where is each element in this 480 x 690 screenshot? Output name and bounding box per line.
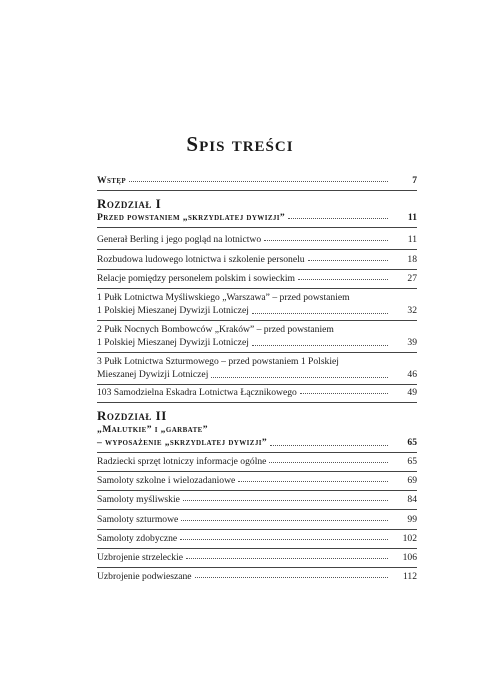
toc-entry-page: 18 — [407, 254, 417, 265]
toc-entry-label: Uzbrojenie podwieszane — [97, 571, 192, 582]
chapter-subtitle-text: Przed powstaniem „skrzydlatej dywizji” — [97, 212, 286, 223]
leader-dots — [269, 462, 388, 463]
leader-dots — [238, 481, 388, 482]
toc-entry[interactable] — [97, 474, 417, 487]
leader-dots — [298, 279, 388, 280]
toc-title: Spis treści — [186, 132, 294, 156]
leader-dots — [300, 393, 388, 394]
separator-rule — [97, 352, 417, 353]
separator-rule — [97, 548, 417, 549]
separator-rule — [97, 320, 417, 321]
toc-entry-page: 27 — [407, 273, 417, 284]
chapter-subtitle-line1: „Małutkie” i „garbate” — [97, 424, 208, 435]
separator-rule — [97, 509, 417, 510]
toc-entry-label: Generał Berling i jego pogląd na lotnictwo — [97, 234, 262, 245]
leader-dots — [252, 345, 388, 346]
leader-dots — [308, 260, 388, 261]
toc-entry-label: Samoloty szturmowe — [97, 514, 179, 525]
toc-entry-label-line1: 1 Pułk Lotnictwa Myśliwskiego „Warszawa” – przed powstaniem — [97, 292, 350, 303]
toc-entry-label: Samoloty szkolne i wielozadaniowe — [97, 475, 236, 486]
toc-entry[interactable] — [97, 493, 417, 506]
leader-dots — [211, 377, 388, 378]
toc-entry[interactable] — [97, 532, 417, 545]
chapter-subtitle[interactable] — [97, 211, 417, 224]
toc-entry-page: 65 — [407, 456, 417, 467]
leader-dots — [180, 539, 388, 540]
separator-rule — [97, 190, 417, 191]
toc-entry-page: 69 — [407, 475, 417, 486]
toc-entry-label: Wstęp — [97, 175, 127, 186]
toc-entry[interactable] — [97, 253, 417, 266]
leader-dots — [252, 313, 388, 314]
toc-entry-page: 49 — [407, 387, 417, 398]
leader-dots — [270, 445, 388, 446]
leader-dots — [183, 500, 388, 501]
toc-entry-page: 11 — [407, 212, 417, 223]
toc-entry-label: Radziecki sprzęt lotniczy informacje ogólne — [97, 456, 267, 467]
toc-entry[interactable] — [97, 570, 417, 583]
chapter-subtitle[interactable] — [97, 423, 417, 449]
toc-entry-page: 65 — [407, 437, 417, 448]
toc-entry[interactable] — [97, 355, 417, 381]
toc-entry-page: 32 — [407, 305, 417, 316]
separator-rule — [97, 490, 417, 491]
separator-rule — [97, 288, 417, 289]
toc-entry-label: Rozbudowa ludowego lotnictwa i szkolenie personelu — [97, 254, 305, 265]
separator-rule — [97, 452, 417, 453]
separator-rule — [97, 471, 417, 472]
chapter-heading: Rozdział II — [97, 408, 167, 423]
toc-entry-label: Samoloty myśliwskie — [97, 494, 180, 505]
separator-rule — [97, 402, 417, 403]
toc-entry[interactable] — [97, 291, 417, 317]
leader-dots — [288, 218, 388, 219]
toc-entry-label-line2: 1 Polskiej Mieszanej Dywizji Lotniczej — [97, 305, 249, 316]
toc-entry-page: 11 — [407, 234, 417, 245]
toc-entry-page: 102 — [402, 533, 417, 544]
separator-rule — [97, 567, 417, 568]
toc-entry-page: 112 — [402, 571, 417, 582]
toc-entry-label: Relacje pomiędzy personelem polskim i sowieckim — [97, 273, 295, 284]
leader-dots — [129, 181, 388, 182]
chapter-subtitle-line2: – wyposażenie „skrzydlatej dywizji” — [97, 437, 268, 448]
toc-entry-page: 99 — [407, 514, 417, 525]
toc-entry-label: 103 Samodzielna Eskadra Lotnictwa Łącznikowego — [97, 387, 297, 398]
toc-entry[interactable] — [97, 551, 417, 564]
toc-entry-label: Uzbrojenie strzeleckie — [97, 552, 184, 563]
leader-dots — [264, 240, 388, 241]
toc-entry[interactable] — [97, 272, 417, 285]
toc-entry[interactable] — [97, 233, 417, 246]
toc-entry-page: 39 — [407, 337, 417, 348]
chapter-heading: Rozdział I — [97, 196, 162, 211]
toc-entry-label-line2: 1 Polskiej Mieszanej Dywizji Lotniczej — [97, 337, 249, 348]
leader-dots — [181, 520, 388, 521]
toc-entry-page: 46 — [407, 369, 417, 380]
toc-entry-page: 106 — [402, 552, 417, 563]
toc-entry-label-line2: Mieszanej Dywizji Lotniczej — [97, 369, 209, 380]
toc-entry[interactable] — [97, 455, 417, 468]
separator-rule — [97, 384, 417, 385]
leader-dots — [195, 577, 388, 578]
separator-rule — [97, 249, 417, 250]
toc-entry-page: 7 — [412, 175, 417, 186]
toc-entry[interactable] — [97, 323, 417, 349]
toc-entry-intro[interactable] — [97, 174, 417, 187]
toc-entry-label-line1: 2 Pułk Nocnych Bombowców „Kraków” – przed powstaniem — [97, 324, 334, 335]
toc-entry-label-line1: 3 Pułk Lotnictwa Szturmowego – przed powstaniem 1 Polskiej — [97, 356, 339, 367]
separator-rule — [97, 269, 417, 270]
separator-rule — [97, 227, 417, 228]
separator-rule — [97, 529, 417, 530]
toc-entry[interactable] — [97, 386, 417, 399]
toc-entry[interactable] — [97, 513, 417, 526]
leader-dots — [186, 558, 388, 559]
toc-entry-page: 84 — [407, 494, 417, 505]
toc-entry-label: Samoloty zdobyczne — [97, 533, 178, 544]
